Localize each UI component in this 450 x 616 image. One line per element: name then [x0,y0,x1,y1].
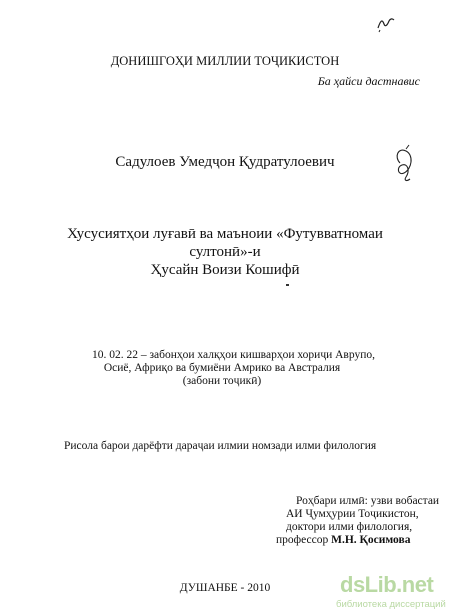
supervisor-line-1: Роҳбари илмӣ: узви вобастаи [296,495,440,507]
scan-speck [286,284,289,286]
supervisor-line-3: доктори илми филология, [286,521,413,533]
supervisor-title: профессор [276,534,332,546]
supervisor-name: М.Н. Қосимова [331,534,411,546]
signature-icon [392,143,418,183]
watermark[interactable] [336,572,448,614]
specialty-line-3: (забони тоҷикӣ) [182,375,262,387]
thesis-title-line-1: Хусусиятҳои луғавӣ ва маъноии «Футувватномаи [67,226,383,242]
watermark-subtitle: библиотека диссертаций [336,599,446,610]
handwritten-mark-icon [375,12,397,34]
thesis-title-line-2: султонӣ»-и [189,244,261,260]
city-year: ДУШАНБЕ - 2010 [179,582,271,594]
supervisor-line-2: АИ Ҷумҳурии Тоҷикистон, [286,508,419,520]
university-name: ДОНИШГОҲИ МИЛЛИИ ТОҶИКИСТОН [110,54,340,68]
supervisor-line-4 [276,534,410,547]
thesis-title-line-3: Ҳусайн Воизи Кошифӣ [150,262,300,278]
specialty-line-2: Осиё, Африқо ва бумиёни Амрико ва Австралия [103,362,341,374]
specialty-line-1: 10. 02. 22 – забонҳои халқҳои кишварҳои хориҷи Аврупо, [92,349,375,361]
author-name: Садулоев Умедҷон Қудратулоевич [115,154,335,170]
manuscript-note: Ба ҳайси дастнавис [317,74,420,88]
watermark-logo: dsLib.net [340,572,434,597]
degree-statement: Рисола барои дарёфти дараҷаи илмии номзади илми филология [64,440,377,452]
